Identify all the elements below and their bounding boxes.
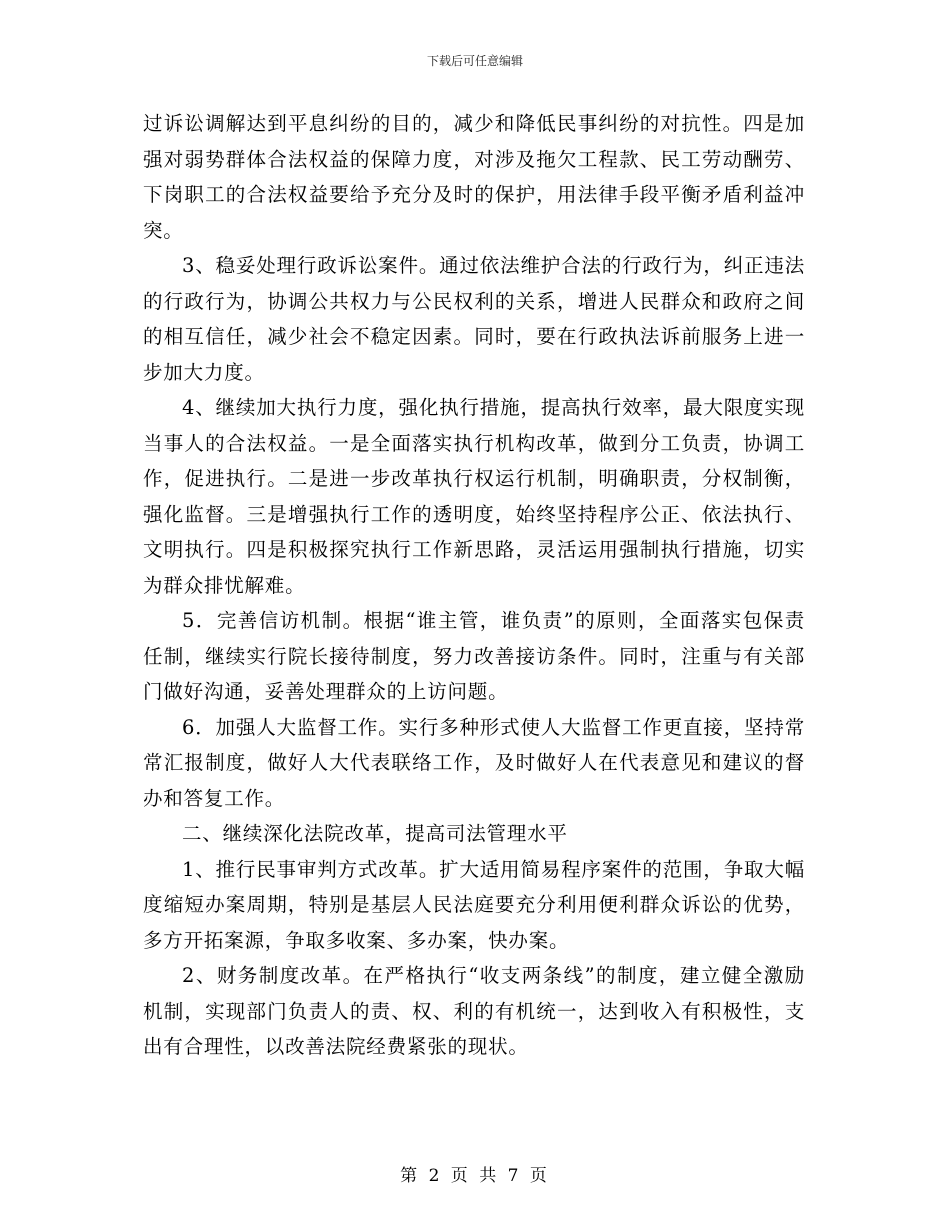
page-footer: 第 2 页 共 7 页 (400, 1166, 550, 1186)
paragraph-continuation: 过诉讼调解达到平息纠纷的目的，减少和降低民事纠纷的对抗性。四是加强对弱势群体合法权益的保障力度，对涉及拖欠工程款、民工劳动酬劳、下岗职工的合法权益要给予充分及时的保护，用法律手段平衡矛盾利益冲突。 (143, 112, 805, 242)
paragraph-sub-2: 2、财务制度改革。在严格执行“收支两条线”的制度，建立健全激励机制，实现部门负责人的责、权、利的有机统一，达到收入有积极性，支出有合理性，以改善法院经费紧张的现状。 (143, 964, 805, 1058)
paragraph-item-6: 6．加强人大监督工作。实行多种形式使人大监督工作更直接，坚持常常汇报制度，做好人大代表联络工作，及时做好人在代表意见和建议的督办和答复工作。 (143, 715, 805, 810)
paragraph-sub-1: 1、推行民事审判方式改革。扩大适用简易程序案件的范围，争取大幅度缩短办案周期，特别是基层人民法庭要充分利用便利群众诉讼的优势，多方开拓案源，争取多收案、多办案，快办案。 (143, 857, 805, 952)
page-header: 下载后可任意编辑 (426, 54, 523, 68)
document-body (143, 106, 805, 1065)
paragraph-item-4: 4、继续加大执行力度，强化执行措施，提高执行效率，最大限度实现当事人的合法权益。一是全面落实执行机构改革，做到分工负责，协调工作，促进执行。二是进一步改革执行权运行机制，明确职责，分权制衡，强化监督。三是增强执行工作的透明度，始终坚持程序公正、依法执行、文明执行。四是积极探究执行工作新思路，灵活运用强制执行措施，切实为群众排忧解难。 (143, 396, 805, 597)
paragraph-item-5: 5．完善信访机制。根据“谁主管，谁负责”的原则，全面落实包保责任制，继续实行院长接待制度，努力改善接访条件。同时，注重与有关部门做好沟通，妥善处理群众的上访问题。 (143, 609, 805, 703)
paragraph-item-3: 3、稳妥处理行政诉讼案件。通过依法维护合法的行政行为，纠正违法的行政行为，协调公共权力与公民权利的关系，增进人民群众和政府之间的相互信任，减少社会不稳定因素。同时，要在行政执法诉前服务上进一步加大力度。 (143, 254, 805, 384)
section-heading: 二、继续深化法院改革，提高司法管理水平 (182, 822, 568, 845)
